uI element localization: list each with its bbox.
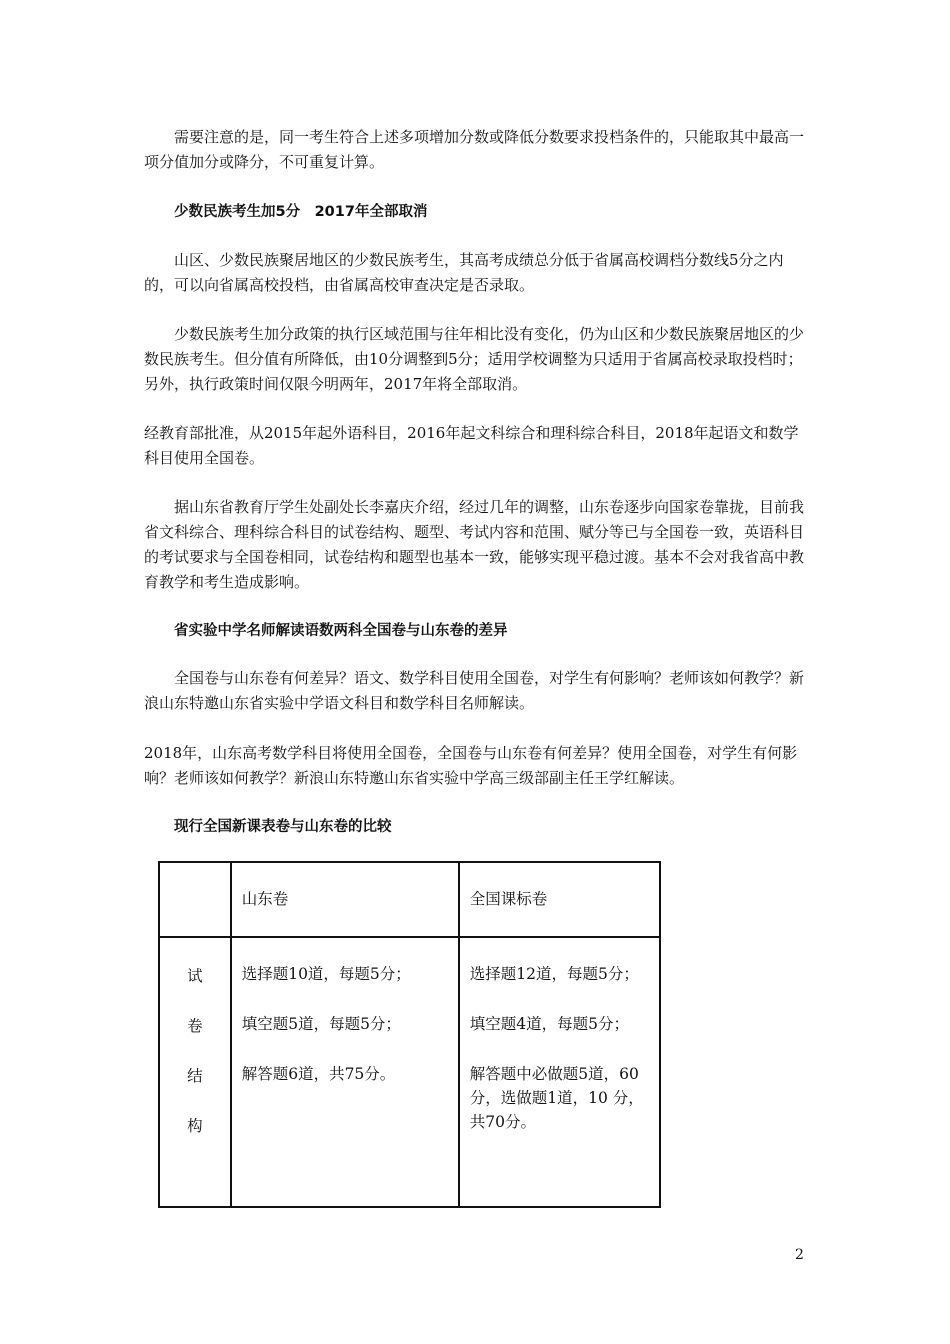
shandong-item: 解答题6道，共75分。	[241, 1065, 396, 1083]
row-label-char: 结	[187, 1067, 203, 1085]
heading-minority-bonus: 少数民族考生加5分 2017年全部取消	[174, 204, 428, 220]
paragraph-difference-question: 全国卷与山东卷有何差异？语文、数学科目使用全国卷，对学生有何影响？老师该如何教学？新浪山东特邀山东省实验中学语文科目和数学科目名师解读。	[144, 669, 805, 712]
national-item: 解答题中必做题5道，60分，选做题1道，10 分，共70分。	[469, 1065, 644, 1131]
comparison-table	[158, 861, 661, 1208]
cell-shandong-structure	[231, 937, 459, 1207]
table-header-national: 全国课标卷	[459, 862, 660, 937]
page-number: 2	[795, 1247, 804, 1263]
row-label-structure	[159, 937, 231, 1207]
shandong-item: 选择题10道，每题5分；	[241, 965, 411, 983]
heading-teacher-analysis: 省实验中学名师解读语数两科全国卷与山东卷的差异	[174, 623, 508, 639]
paragraph-official-statement: 据山东省教育厅学生处副处长李嘉庆介绍，经过几年的调整，山东卷逐步向国家卷靠拢，目前我省文科综合、理科综合科目的试卷结构、题型、考试内容和范围、赋分等已与全国卷一致，英语科目的考试要求与全国卷相同，试卷结构和题型也基本一致，能够实现平稳过渡。基本不会对我省高中教育教学和考生造成影响。	[144, 498, 805, 591]
paragraph-national-exam-schedule: 经教育部批准，从2015年起外语科目，2016年起文科综合和理科综合科目，2018年起语文和数学科目使用全国卷。	[144, 424, 799, 467]
paragraph-minority-change: 少数民族考生加分政策的执行区域范围与往年相比没有变化，仍为山区和少数民族聚居地区的少数民族考生。但分值有所降低，由10分调整到5分；适用学校调整为只适用于省属高校录取投档时；另外，执行政策时间仅限今明两年，2017年将全部取消。	[144, 325, 805, 393]
national-item: 填空题4道，每题5分；	[469, 1015, 629, 1033]
paragraph-math-2018: 2018年，山东高考数学科目将使用全国卷，全国卷与山东卷有何差异？使用全国卷，对学生有何影响？老师该如何教学？新浪山东特邀山东省实验中学高三级部副主任王学红解读。	[144, 744, 798, 787]
row-label-char: 卷	[187, 1017, 203, 1035]
cell-national-structure	[459, 937, 660, 1207]
table-row	[159, 937, 660, 1207]
national-item: 选择题12道，每题5分；	[469, 965, 639, 983]
shandong-item: 填空题5道，每题5分；	[241, 1015, 401, 1033]
heading-comparison: 现行全国新课表卷与山东卷的比较	[174, 819, 392, 835]
table-header-blank	[159, 862, 231, 937]
table-header-shandong: 山东卷	[231, 862, 459, 937]
paragraph-minority-policy: 山区、少数民族聚居地区的少数民族考生，其高考成绩总分低于省属高校调档分数线5分之内的，可以向省属高校投档，由省属高校审查决定是否录取。	[144, 251, 784, 294]
row-label-char: 试	[187, 967, 203, 985]
table-header-row	[159, 862, 660, 937]
row-label-char: 构	[187, 1117, 203, 1135]
paragraph-bonus-note: 需要注意的是，同一考生符合上述多项增加分数或降低分数要求投档条件的，只能取其中最高一项分值加分或降分，不可重复计算。	[144, 128, 805, 171]
